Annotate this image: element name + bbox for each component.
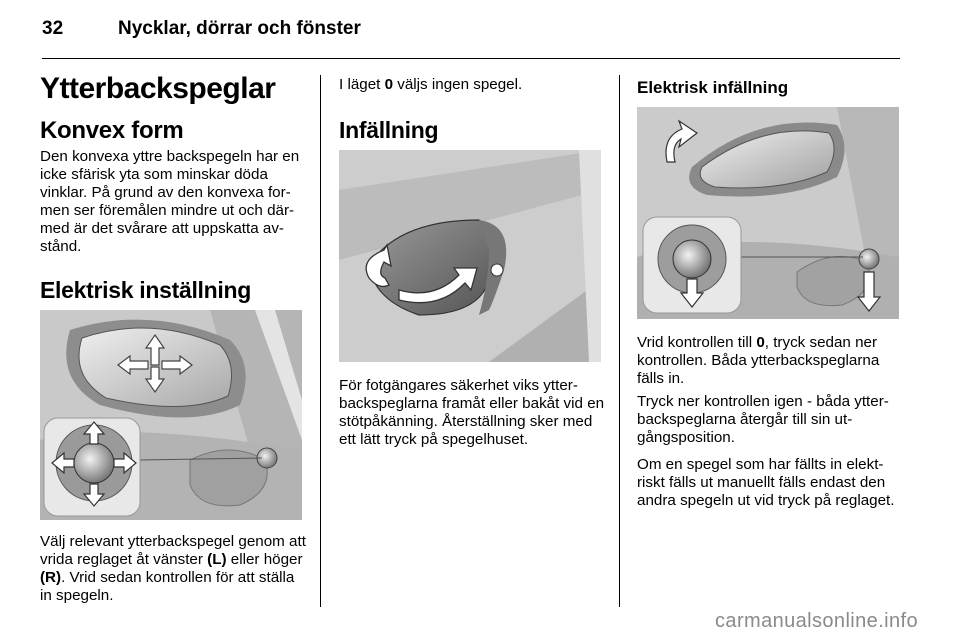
select-mirror-text [40, 533, 308, 605]
watermark: carmanualsonline.info [715, 610, 918, 632]
mirror-adjust-illustration [40, 310, 302, 520]
zero-key-2: 0 [756, 334, 765, 351]
electric-folding-step-1 [637, 334, 903, 388]
select-text-post: . Vrid sedan kontrollen för att ställa in spegeln. [40, 569, 295, 604]
zero-position-text [339, 76, 607, 94]
convex-text: Den konvexa yttre backspegeln har en icke sfärisk yta som minskar döda vinklar. På grund av den konvexa for-men ser föremålen mindre ut och där-med är det svårare att uppskatta av-stånd. [40, 148, 300, 255]
zero-text-post: väljs ingen spegel. [393, 76, 523, 93]
mirror-folding-illustration [339, 150, 601, 362]
column-divider-1 [320, 75, 321, 607]
chapter-title: Nycklar, dörrar och fönster [118, 18, 361, 39]
electric-folding-step-2: Tryck ner kontrollen igen - båda ytter-backspeglarna återgår till sin ut-gångsposition. [637, 393, 889, 446]
zero-key: 0 [384, 76, 394, 93]
step1-text-post: , tryck sedan ner kontrollen. Båda ytterbackspeglarna fälls in. [637, 334, 880, 387]
figure-mirror-folding [339, 150, 601, 362]
subsection-electric-folding: Elektrisk infällning [637, 78, 789, 97]
column-divider-2 [619, 75, 620, 607]
page-number: 32 [42, 18, 64, 39]
subsection-folding: Infällning [339, 117, 439, 143]
zero-text-pre: I läget [339, 76, 385, 93]
folding-text: För fotgängares säkerhet viks ytter-backspeglarna framåt eller bakåt vid en stötpåkänning. Återställning sker med ett lätt tryck på spegelhuset. [339, 377, 605, 448]
subsection-convex: Konvex form [40, 117, 184, 144]
figure-mirror-adjust [40, 310, 302, 520]
electric-folding-step-3: Om en spegel som har fällts in elekt-riskt fälls ut manuellt fälls endast den andra spegeln ut vid tryck på reglaget. [637, 456, 895, 509]
header-rule [42, 58, 900, 59]
electric-folding-illustration [637, 107, 899, 319]
section-title: Ytterbackspeglar [40, 72, 276, 105]
right-mirror-key: (R) [40, 569, 62, 586]
step1-text-pre: Vrid kontrollen till [637, 334, 757, 351]
left-mirror-key: (L) [207, 551, 227, 568]
select-text-pre: Välj relevant ytterbackspegel genom att vrida reglaget åt vänster [40, 533, 306, 568]
subsection-electric-adjust: Elektrisk inställning [40, 277, 251, 303]
figure-electric-folding [637, 107, 899, 319]
select-text-mid: eller höger [226, 551, 303, 568]
